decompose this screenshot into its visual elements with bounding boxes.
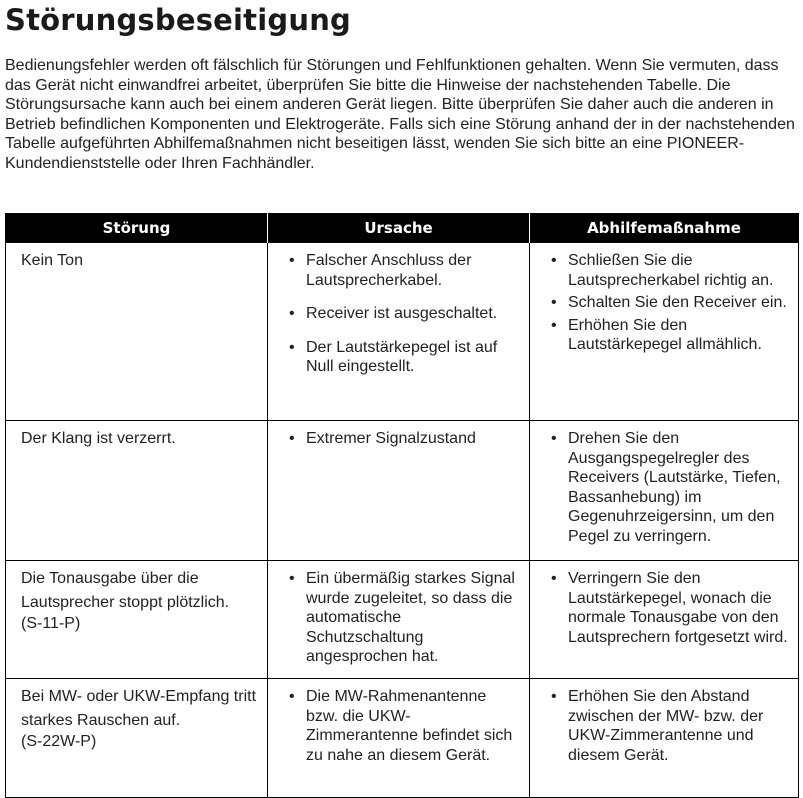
list-item: • Drehen Sie den Ausgangspegelregler des Receivers (Lautstärke, Tiefen, Bassanhebung) im Gegenuhrzeigersinn, um den Pegel zu verringern.	[544, 429, 788, 547]
list-item: • Verringern Sie den Lautstärkepegel, wonach die normale Tonausgabe von den Lautsprechern fortgesetzt wird.	[544, 569, 788, 647]
header-cause: Ursache	[268, 213, 530, 243]
intro-paragraph: Bedienungsfehler werden oft fälschlich für Störungen und Fehlfunktionen gehalten. Wenn Sie vermuten, dass das Gerät nicht einwandfrei arbeitet, überprüfen Sie bitte die Hinweise der nachstehenden Tabelle. Die Störungsursache kann auch bei einem anderen Gerät liegen. Bitte überprüfen Sie daher auch die anderen in Betrieb befindlichen Komponenten und Elektrogeräte. Falls sich eine Störung anhand der in der nachstehenden Tabelle aufgeführten Abhilfemaßnahmen nicht beseitigen lässt, wenden Sie sich bitte an eine PIONEER-Kundendienststelle oder Ihren Fachhändler.	[5, 57, 795, 172]
list-item: • Schließen Sie die Lautsprecherkabel richtig an.	[544, 251, 788, 290]
issue-text: Die Tonausgabe über die Lautsprecher stoppt plötzlich.	[21, 570, 230, 611]
remedy-cell	[530, 561, 799, 679]
cause-list	[282, 429, 519, 449]
table-row	[6, 679, 799, 798]
remedy-list	[544, 569, 788, 647]
remedy-cell	[530, 243, 799, 421]
list-item: • Erhöhen Sie den Lautstärkepegel allmählich.	[544, 316, 788, 355]
remedy-list	[544, 429, 788, 547]
table-row	[6, 421, 799, 561]
issue-cell	[6, 421, 268, 561]
remedy-cell	[530, 679, 799, 798]
cause-cell	[268, 421, 530, 561]
list-item: • Falscher Anschluss der Lautsprecherkabel.	[282, 251, 519, 290]
list-item: • Receiver ist ausgeschaltet.	[282, 304, 519, 324]
model-code: (S-22W-P)	[21, 733, 97, 750]
page-title: Störungsbeseitigung	[5, 3, 351, 37]
issue-text: Bei MW- oder UKW-Empfang tritt starkes Rauschen auf.	[21, 688, 257, 729]
issue-cell	[6, 561, 268, 679]
remedy-list	[544, 251, 788, 355]
cause-cell	[268, 243, 530, 421]
table-row	[6, 243, 799, 421]
remedy-list	[544, 687, 788, 765]
cause-cell	[268, 679, 530, 798]
list-item: • Die MW-Rahmenantenne bzw. die UKW-Zimmerantenne befindet sich zu nahe an diesem Gerät.	[282, 687, 519, 765]
list-item: • Der Lautstärkepegel ist auf Null eingestellt.	[282, 338, 519, 377]
cause-list	[282, 687, 519, 765]
issue-text: Der Klang ist verzerrt.	[21, 430, 176, 447]
table-row	[6, 561, 799, 679]
troubleshooting-table	[5, 213, 799, 798]
list-item: • Erhöhen Sie den Abstand zwischen der MW- bzw. der UKW-Zimmerantenne und diesem Gerät.	[544, 687, 788, 765]
remedy-cell	[530, 421, 799, 561]
list-item: • Ein übermäßig starkes Signal wurde zugeleitet, so dass die automatische Schutzschaltung angesprochen hat.	[282, 569, 519, 667]
model-code: (S-11-P)	[21, 615, 81, 632]
cause-list	[282, 251, 519, 377]
cause-cell	[268, 561, 530, 679]
issue-text: Kein Ton	[21, 252, 83, 269]
cause-list	[282, 569, 519, 667]
list-item: • Extremer Signalzustand	[282, 429, 519, 449]
list-item: • Schalten Sie den Receiver ein.	[544, 293, 788, 313]
header-issue: Störung	[6, 213, 268, 243]
issue-cell	[6, 243, 268, 421]
header-remedy: Abhilfemaßnahme	[530, 213, 799, 243]
issue-cell	[6, 679, 268, 798]
table-header-row	[6, 213, 799, 243]
